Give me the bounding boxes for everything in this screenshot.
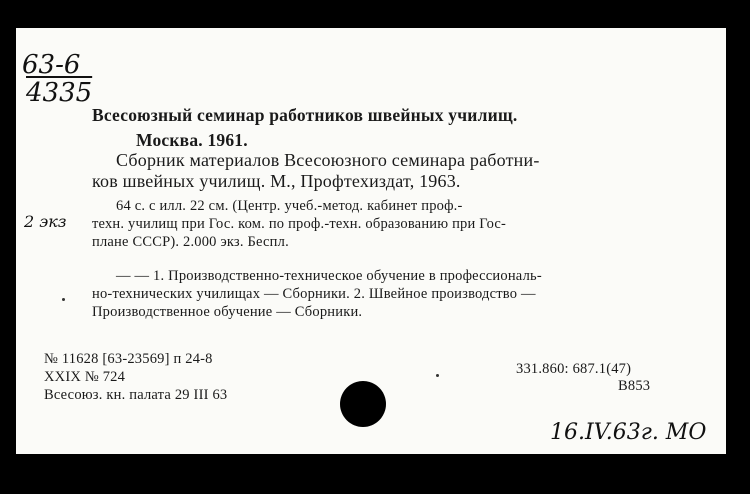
description-line: техн. училищ при Гос. ком. по проф.-техн. образованию при Гос- — [92, 216, 507, 232]
handwritten-side-note: 2 экз — [24, 212, 67, 231]
speck — [436, 374, 439, 377]
description-line: плане СССР). 2.000 экз. Беспл. — [92, 234, 289, 250]
ink-stamp-dot — [340, 381, 386, 427]
catalog-card — [16, 28, 726, 454]
entry-heading-line: Всесоюзный семинар работников швейных училищ. — [92, 105, 518, 125]
speck — [62, 298, 65, 301]
handwritten-classmark-bottom: 4335 — [26, 78, 93, 108]
handwritten-date-note: 16.IV.63г. МО — [550, 420, 707, 445]
author-mark: В853 — [618, 378, 651, 394]
title-line: ков швейных училищ. М., Профтехиздат, 1963. — [92, 171, 461, 191]
series-number: XXIX № 724 — [44, 369, 126, 385]
subject-line: Производственное обучение — Сборники. — [92, 304, 363, 320]
record-number: № 11628 [63-23569] п 24-8 — [44, 351, 213, 367]
entry-heading-line: Москва. 1961. — [136, 130, 248, 150]
subject-line: — — 1. Производственно-техническое обучение в профессиональ- — [116, 268, 542, 284]
book-chamber: Всесоюз. кн. палата 29 III 63 — [44, 387, 228, 403]
udc-code: 331.860: 687.1(47) — [516, 361, 632, 377]
description-line: 64 с. с илл. 22 см. (Центр. учеб.-метод. кабинет проф.- — [116, 198, 463, 214]
subject-line: но-технических училищах — Сборники. 2. Швейное производство — — [92, 286, 536, 302]
title-line: Сборник материалов Всесоюзного семинара работни- — [116, 150, 540, 170]
handwritten-classmark-top: 63-6 — [22, 50, 81, 80]
